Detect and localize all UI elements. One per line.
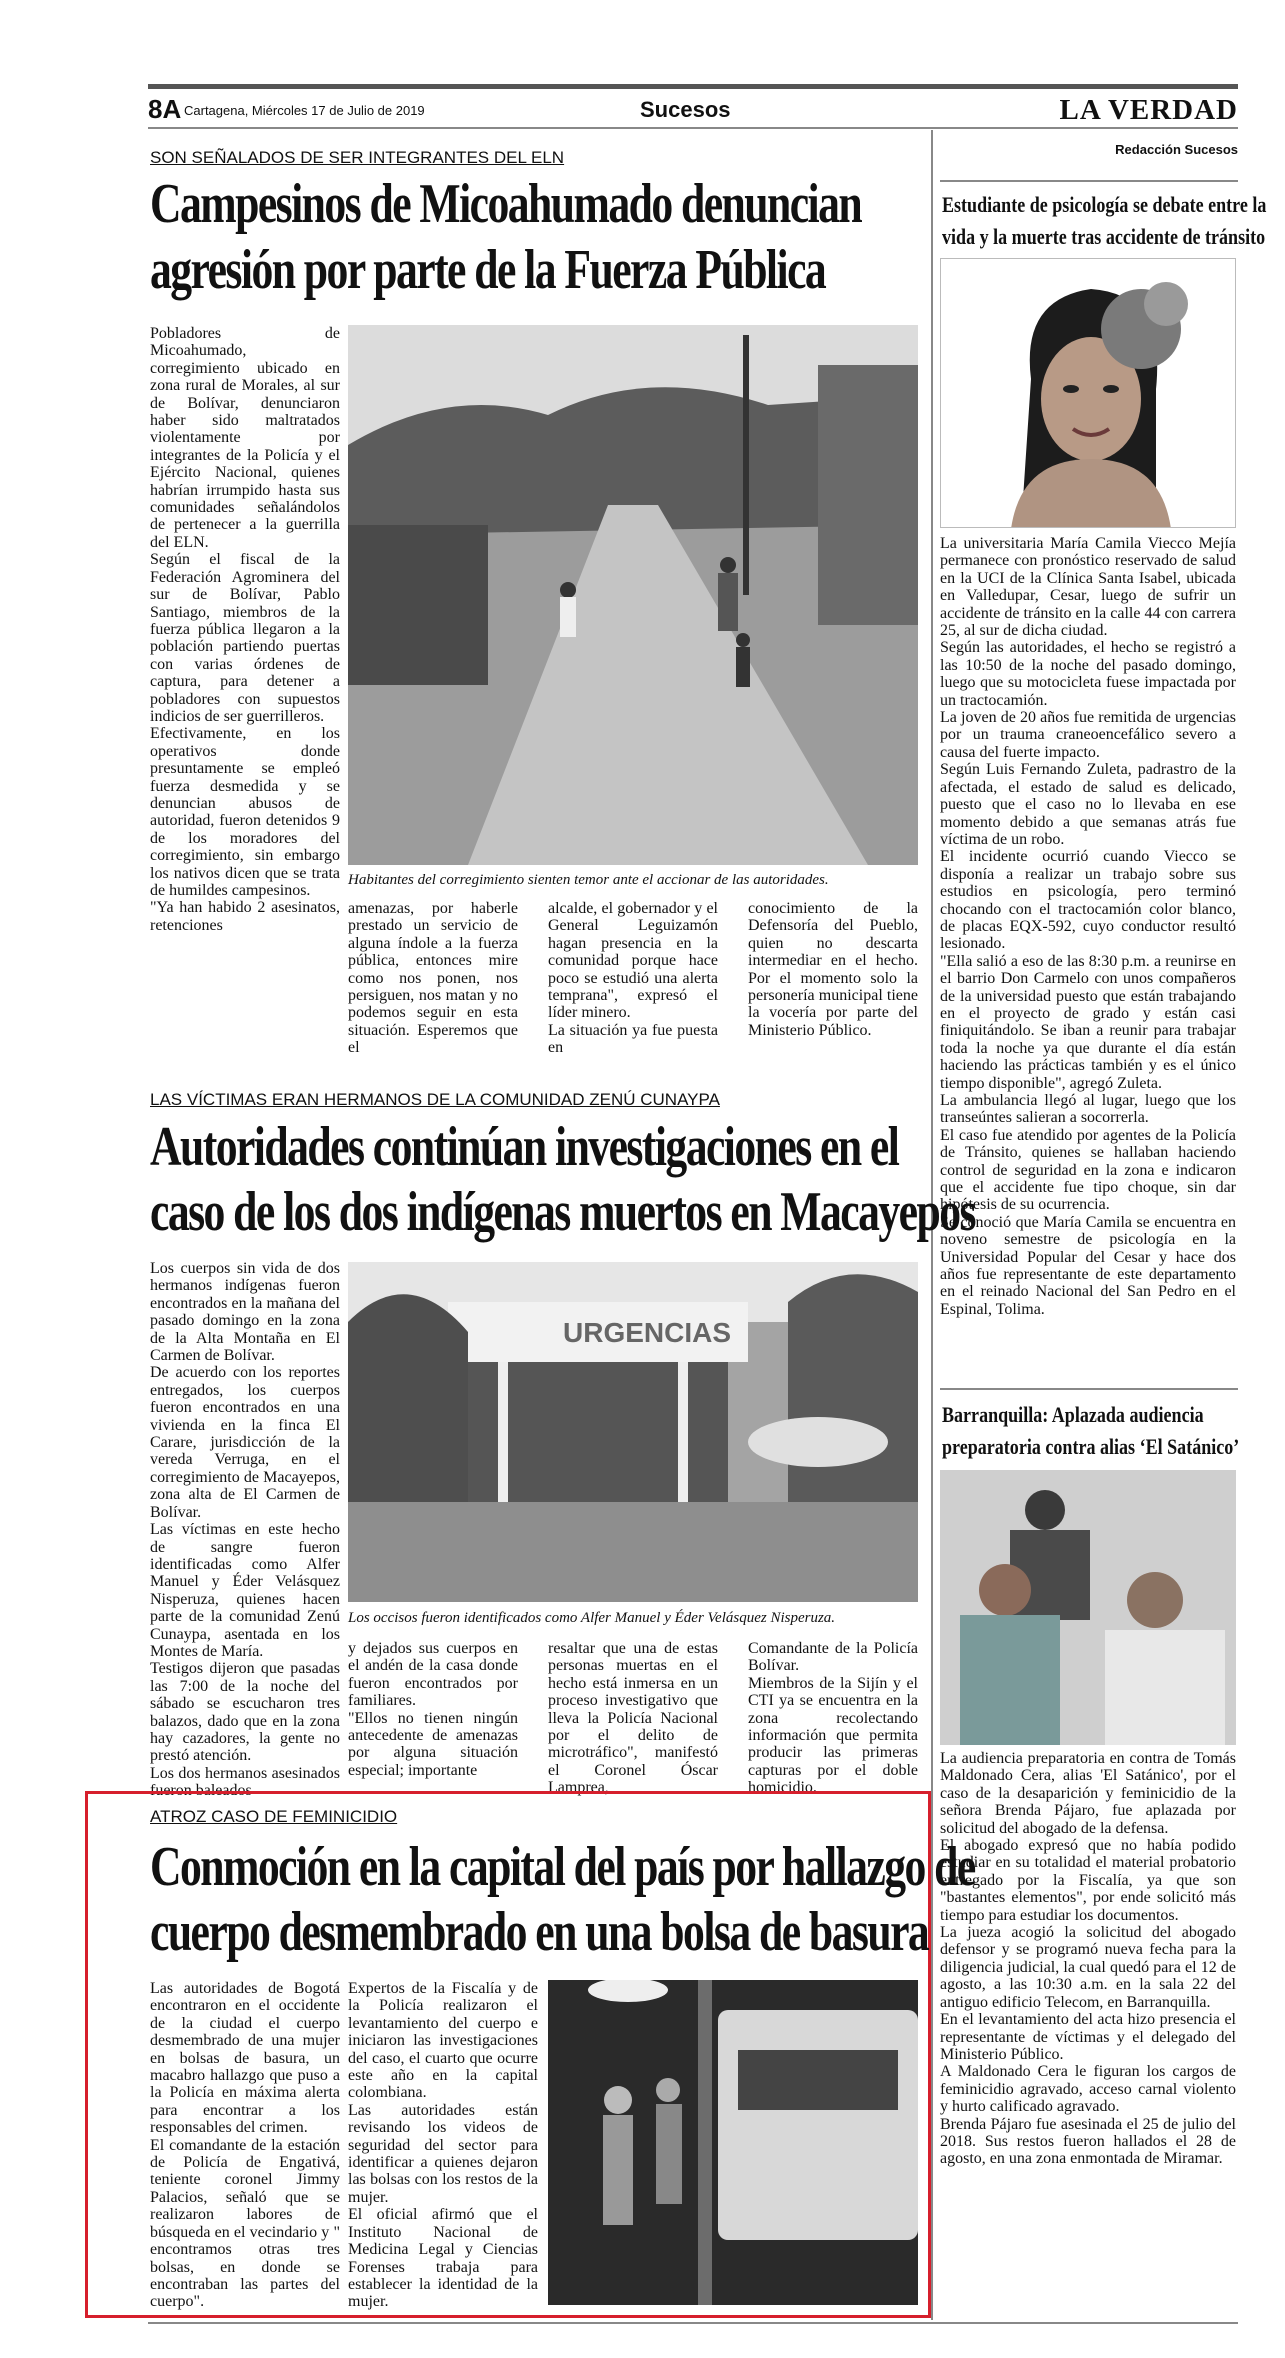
student-portrait-image bbox=[941, 259, 1236, 528]
hospital-entrance-image bbox=[348, 1262, 918, 1602]
village-road-image bbox=[348, 325, 918, 865]
article2-body-col2: y dejados sus cuerpos en el andén de la casa donde fueron encontrados por familiares. "Ellos no tienen ningún antecedente de amenazas por alguna situación especial; importante bbox=[348, 1640, 518, 1779]
sidebar2-title-line2: preparatoria contra alias ‘El Satánico’ bbox=[942, 1434, 1240, 1459]
sidebar1-portrait bbox=[940, 258, 1236, 528]
sidebar1-title-line2: vida y la muerte tras accidente de tránsito bbox=[942, 224, 1266, 249]
article2-headline-line1: Autoridades continúan investigaciones en el bbox=[150, 1116, 899, 1178]
article1-photo bbox=[348, 325, 918, 865]
article1-photo-caption: Habitantes del corregimiento sienten temor ante el accionar de las autoridades. bbox=[348, 872, 829, 888]
article3-photo bbox=[548, 1980, 918, 2305]
article1-headline-line1: Campesinos de Micoahumado denuncian bbox=[150, 173, 862, 235]
article1-body-col3: alcalde, el gobernador y el General Leguizamón hagan presencia en la comunidad porque hace poco se estudió una alerta temprana", expresó el líder minero. La situación ya fue puesta en bbox=[548, 900, 718, 1057]
masthead-rule bbox=[148, 127, 1238, 129]
newspaper-brand: LA VERDAD bbox=[1059, 94, 1238, 126]
bottom-rule bbox=[148, 2322, 1238, 2324]
sidebar2-title-line1: Barranquilla: Aplazada audiencia bbox=[942, 1402, 1204, 1427]
urgencias-sign: URGENCIAS bbox=[563, 1317, 732, 1348]
sidebar2-top-rule bbox=[940, 1388, 1238, 1390]
dateline: Cartagena, Miércoles 17 de Julio de 2019 bbox=[184, 103, 425, 118]
article3-headline-line2: cuerpo desmembrado en una bolsa de basura bbox=[150, 1901, 929, 1963]
article1-body-col2: amenazas, por haberle prestado un servicio de alguna índole a la fuerza pública, entonces mire como nos ponen, nos persiguen, nos matan y no podemos seguir en esta situación. Esperemos que el bbox=[348, 900, 518, 1057]
article1-kicker: SON SEÑALADOS DE SER INTEGRANTES DEL ELN bbox=[150, 148, 565, 167]
article3-body-col1: Las autoridades de Bogotá encontraron en el occidente de la ciudad el cuerpo desmembrado de una mujer en bolsas de basura, un macabro hallazgo que puso a la Policía en máxima alerta para encontrar a los responsables del crimen. El comandante de la estación de Policía de Engativá, teniente coronel Jimmy Palacios, señaló que se realizaron labores de búsqueda en el vecindario y " encontramos otras tres bolsas, en donde se encontraban las partes del cuerpo". bbox=[150, 1980, 340, 2311]
article2-photo-caption: Los occisos fueron identificados como Alfer Manuel y Éder Velásquez Nisperuza. bbox=[348, 1610, 836, 1626]
article3-headline-line1: Conmoción en la capital del país por hallazgo de bbox=[150, 1836, 975, 1898]
article2-kicker: LAS VÍCTIMAS ERAN HERMANOS DE LA COMUNIDAD ZENÚ CUNAYPA bbox=[150, 1090, 720, 1109]
page-number: 8A bbox=[148, 94, 182, 124]
crime-scene-image bbox=[548, 1980, 918, 2305]
article1-headline-line2: agresión por parte de la Fuerza Pública bbox=[150, 239, 826, 301]
sidebar2-photo bbox=[940, 1470, 1236, 1745]
sidebar1-title-line1: Estudiante de psicología se debate entre la bbox=[942, 192, 1267, 217]
sidebar-credit: Redacción Sucesos bbox=[1115, 142, 1238, 157]
article2-body-col3: resaltar que una de estas personas muertas en el hecho está inmersa en un proceso investigativo que lleva la Policía Nacional por el delito de microtráfico", manifestó el Coronel Óscar Lamprea, bbox=[548, 1640, 718, 1797]
section-name: Sucesos bbox=[640, 97, 731, 122]
article3-kicker: ATROZ CASO DE FEMINICIDIO bbox=[150, 1807, 398, 1826]
sidebar1-body: La universitaria María Camila Viecco Mejía permanece con pronóstico reservado de salud en la UCI de la Clínica Santa Isabel, ubicada en Valledupar, Cesar, luego de sufrir un accidente de tránsito en la calle 44 con carrera 25, al sur de dicha ciudad. Según las autoridades, el hecho se registró a las 10:50 de la noche del pasado domingo, luego que su motocicleta fuese impactada por un tractocamión. La joven de 20 años fue remitida de urgencias por un trauma craneoencefálico severo a causa del fuerte impacto. Según Luis Fernando Zuleta, padrastro de la afectada, el estado de salud es delicado, puesto que el caso no lo llevaba en ese momento debido a que semanas atrás fue víctima de un robo. El incidente ocurrió cuando Viecco se disponía a realizar un trabajo sobre sus estudios en psicología, pero terminó chocando con el tractocamión color blanco, de placas EQX-592, cuyo conductor resultó lesionado. "Ella salió a eso de las 8:30 p.m. a reunirse en el barrio Don Carmelo con unos compañeros de la universidad puesto que están trabajando en el proyecto de grado y están casi finiquitándolo. Se iban a reunir para trabajar toda la noche ya que durante el día están haciendo las prácticas también y es el único tiempo disponible", agregó Zuleta. La ambulancia llegó al lugar, luego que los transeúntes salieran a socorrerla. El caso fue atendido por agentes de la Policía de Tránsito, quienes se hallaban haciendo control de seguridad en la zona e indicaron que el accidente fue tipo choque, sin dar hipótesis de su ocurrencia. Se conoció que María Camila se encuentra en noveno semestre de psicología en la Universidad Popular del Cesar y hace dos años fue representante de este departamento en el reinado Nacional del San Pedro en el Espinal, Tolima. bbox=[940, 535, 1236, 1318]
article1-body-col1: Pobladores de Micoahumado, corregimiento ubicado en zona rural de Morales, al sur de Bolívar, denunciaron haber sido maltratados violentamente por integrantes de la Policía y el Ejército Nacional, quienes habrían irrumpido hasta sus comunidades señalándolos de pertenecer a la guerrilla del ELN. Según el fiscal de la Federación Agrominera del sur de Bolívar, Pablo Santiago, miembros de la fuerza pública llegaron a la población partiendo puertas con varias órdenes de captura, para detener a pobladores con supuestos indicios de ser guerrilleros. Efectivamente, en los operativos donde presuntamente se empleó fuerza desmedida y se denuncian abusos de autoridad, fueron detenidos 9 de los moradores del corregimiento, sin embargo los nativos dicen que se trata de humildes campesinos. "Ya han habido 2 asesinatos, retenciones bbox=[150, 325, 340, 934]
courtroom-image bbox=[940, 1470, 1236, 1745]
top-rule bbox=[148, 84, 1238, 89]
article3-body-col2: Expertos de la Fiscalía y de la Policía realizaron el levantamiento del cuerpo e iniciaron las investigaciones del caso, el cuarto que ocurre este año en la capital colombiana. Las autoridades están revisando los videos de seguridad del sector para identificar a quienes dejaron las bolsas con los restos de la mujer. El oficial afirmó que el Instituto Nacional de Medicina Legal y Ciencias Forenses trabaja para establecer la identidad de la mujer. bbox=[348, 1980, 538, 2311]
article2-body-col4: Comandante de la Policía Bolívar. Miembros de la Sijín y el CTI ya se encuentra en la zona recolectando información que permita producir las primeras capturas por el doble homicidio. bbox=[748, 1640, 918, 1797]
sidebar2-body: La audiencia preparatoria en contra de Tomás Maldonado Cera, alias 'El Satánico', por el caso de la desaparición y feminicidio de la señora Brenda Pájaro, fue aplazada por solicitud del abogado de la defensa. El abogado expresó que no había podido estudiar en su totalidad el material probatorio entregado por la Fiscalía, ya que son "bastantes elementos", por ende solicitó más tiempo para estudiar los documentos. La jueza acogió la solicitud del abogado defensor y se programó nueva fecha para la diligencia judicial, la cual quedó para el 12 de agosto, a las 10:30 a.m. en la sala 22 del antiguo edificio Telecom, en Barranquilla. En el levantamiento del acta hizo presencia el representante de víctimas y el delegado del Ministerio Público. A Maldonado Cera le figuran los cargos de feminicidio agravado, acceso carnal violento y hurto calificado agravado. Brenda Pájaro fue asesinada el 25 de julio del 2018. Sus restos fueron hallados el 28 de agosto, en una zona enmontada de Miramar. bbox=[940, 1750, 1236, 2168]
article2-headline-line2: caso de los dos indígenas muertos en Macayepos bbox=[150, 1181, 975, 1243]
article2-body-col1: Los cuerpos sin vida de dos hermanos indígenas fueron encontrados en la mañana del pasado domingo en la zona de la Alta Montaña en El Carmen de Bolívar. De acuerdo con los reportes entregados, los cuerpos fueron encontrados en una vivienda en la finca El Carare, jurisdicción de la vereda Verruga, en el corregimiento de Macayepos, zona alta de El Carmen de Bolívar. Las víctimas en este hecho de sangre fueron identificadas como Alfer Manuel y Éder Velásquez Nisperuza, quienes hacen parte de la comunidad Zenú Cunaypa, asentada en los Montes de María. Testigos dijeron que pasadas las 7:00 de la noche del sábado se escucharon tres balazos, dado que en la zona hay cazadores, la gente no prestó atención. Los dos hermanos asesinados fueron baleados bbox=[150, 1260, 340, 1800]
article1-body-col4: conocimiento de la Defensoría del Pueblo, quien no descarta intermediar en el hecho. Por el momento solo la personería municipal tiene la vocería por parte del Ministerio Público. bbox=[748, 900, 918, 1039]
article2-photo bbox=[348, 1262, 918, 1602]
sidebar1-top-rule bbox=[940, 180, 1238, 182]
